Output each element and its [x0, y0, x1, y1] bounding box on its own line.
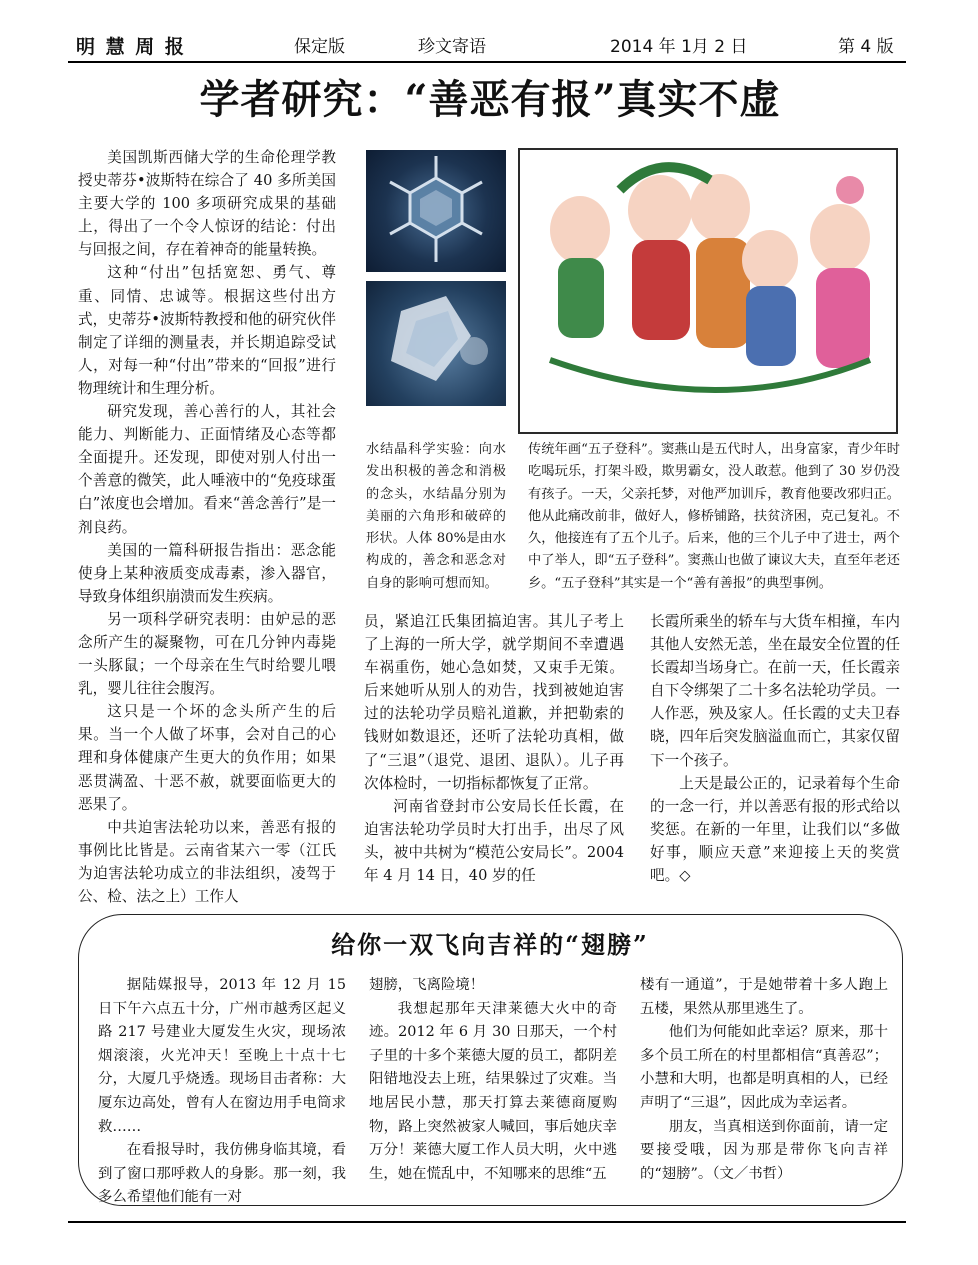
paragraph: 中共迫害法轮功以来，善恶有报的事例比比皆是。云南省某六一零（江氏为迫害法轮功成立的非法组织，凌驾于公、检、法之上）工作人	[78, 818, 336, 905]
paragraph: 美国的一篇科研报告指出：恶念能使身上某种液质变成毒素，渗入器官，导致身体组织崩溃而发生疾病。	[78, 541, 336, 605]
paragraph: 他们为何能如此幸运？原来，那十多个员工所在的村里都相信“真善忍”；小慧和大明，也都是明真相的人，已经声明了“三退”，因此成为幸运者。	[640, 1024, 888, 1111]
snowflake-crystal-photo	[366, 150, 506, 272]
paragraph: 河南省登封市公安局长任长霞，在迫害法轮功学员时大打出手，出尽了风头，被中共树为“模范公安局长”。2004 年 4 月 14 日，40 岁的任	[364, 797, 624, 885]
paragraph: 这只是一个坏的念头所产生的后果。当一个人做了坏事，会对自己的心理和身体健康产生更大的负作用；如果恶贯满盈、十恶不赦，就要面临更大的恶果了。	[78, 703, 336, 813]
paragraph: 美国凯斯西储大学的生命伦理学教授史蒂芬•波斯特在综合了 40 多所美国主要大学的 100 多项研究成果的基础上，得出了一个令人惊讶的结论：付出与回报之间，存在着神奇的能量转换。	[78, 149, 336, 259]
article-title: 学者研究：“善恶有报”真实不虚	[199, 76, 781, 123]
paragraph: 朋友，当真相送到你面前，请一定要接受哦，因为那是带你飞向吉祥的“翅膀”。（文／书哲）	[640, 1118, 888, 1182]
painting-caption	[528, 439, 900, 595]
masthead: 明 慧 周 报	[76, 36, 186, 58]
article-column-2	[364, 610, 624, 887]
caption-text: 水结晶科学实验：向水发出积极的善念和消极的念头，水结晶分别为美丽的六角形和破碎的形状。人体 80%是由水构成的，善念和恶念对自身的影响可想而知。	[366, 442, 506, 591]
caption-text: 传统年画“五子登科”。窦燕山是五代时人，出身富家，青少年时吃喝玩乐，打架斗殴，欺男霸女，没人敢惹。他到了 30 岁仍没有孩子。一天，父亲托梦，对他严加训斥，教育他要改邪归正。他从此痛改前非，做好人，修桥铺路，扶贫济困，克己复礼。不久，他接连有了五个儿子。后来，他的三个儿子中了进士，两个中了举人，即“五子登科”。窦燕山也做了谏议大夫，直至年老还乡。“五子登科”其实是一个“善有善报”的典型事例。	[528, 442, 900, 591]
paragraph: 据陆媒报导，2013 年 12 月 15 日下午六点五十分，广州市越秀区起义路 217 号建业大厦发生火灾，现场浓烟滚滚，火光冲天！至晚上十点十七分，大厦几乎烧透。现场目击者称：大厦东边高处，曾有人在窗边用手电筒求救……	[98, 977, 346, 1135]
box-column-3	[640, 974, 888, 1186]
article-column-3	[650, 610, 900, 887]
section-label: 珍文寄语	[418, 37, 486, 57]
five-sons-new-year-painting	[518, 148, 898, 434]
paragraph: 另一项科学研究表明：由妒忌的恶念所产生的凝聚物，可在几分钟内毒毙一头豚鼠；一个母亲在生气时给婴儿喂乳，婴儿往往会腹泻。	[78, 610, 336, 698]
paragraph: 翅膀，飞离险境！	[369, 977, 485, 993]
page-number: 第 4 版	[838, 37, 894, 57]
crystal-caption	[366, 439, 506, 595]
paragraph: 长霞所乘坐的轿车与大货车相撞，车内其他人安然无恙，坐在最安全位置的任长霞却当场身亡。在前一天，任长霞亲自下令绑架了二十多名法轮功学员。一人作恶，殃及家人。任长霞的丈夫卫春晓，四年后突发脑溢血而亡，其家仅留下一个孩子。	[650, 613, 900, 769]
paragraph: 楼有一通道”，于是她带着十多人跑上五楼，果然从那里逃生了。	[640, 977, 888, 1017]
article-column-1	[78, 146, 336, 908]
paragraph: 员，紧追江氏集团搞迫害。其儿子考上了上海的一所大学，就学期间不幸遭遇车祸重伤，她心急如焚，又束手无策。后来她听从别人的劝告，找到被她迫害过的法轮功学员赔礼道歉，并把勒索的钱财如数退还，还听了法轮功真相，做了“三退”（退党、退团、退队）。儿子再次体检时，一切指标都恢复了正常。	[364, 613, 624, 792]
edition-label: 保定版	[294, 37, 345, 57]
paragraph: 这种“付出”包括宽恕、勇气、尊重、同情、忠诚等。根据这些付出方式，史蒂芬•波斯特教授和他的研究伙伴制定了详细的测量表，并长期追踪受试人，对每一种“付出”带来的“回报”进行物理统计和生理分析。	[78, 264, 336, 397]
broken-crystal-icon	[366, 281, 506, 406]
box-column-1	[98, 974, 346, 1210]
issue-date: 2014 年 1月 2 日	[610, 37, 748, 57]
paragraph: 上天是最公正的，记录着每个生命的一念一行，并以善恶有报的形式给以奖惩。在新的一年里，让我们以“多做好事，顺应天意”来迎接上天的奖赏吧。◇	[650, 774, 900, 885]
broken-crystal-photo	[366, 281, 506, 406]
box-title: 给你一双飞向吉祥的“翅膀”	[331, 930, 649, 959]
hexagon-crystal-icon	[366, 150, 506, 272]
paragraph: 研究发现，善心善行的人，其社会能力、判断能力、正面情绪及心态等都全面提升。还发现，即使对别人付出一个善意的微笑，此人唾液中的“免疫球蛋白”浓度也会增加。看来“善念善行”是一剂良药。	[78, 403, 336, 536]
paragraph: 我想起那年天津莱德大火中的奇迹。2012 年 6 月 30 日那天，一个村子里的十多个莱德大厦的员工，都阴差阳错地没去上班，结果躲过了灾难。当地居民小慧，那天打算去莱德商厦购物，路上突然被家人喊回，事后她庆幸万分！莱德大厦工作人员大明，火中逃生，她在慌乱中，不知哪来的思维“五	[369, 1000, 617, 1182]
header-rule	[68, 61, 906, 63]
paragraph: 在看报导时，我仿佛身临其境，看到了窗口那呼救人的身影。那一刻，我多么希望他们能有一对	[98, 1142, 346, 1206]
footer-rule	[68, 1221, 906, 1223]
box-column-2	[369, 974, 617, 1186]
children-painting-icon	[520, 150, 896, 432]
